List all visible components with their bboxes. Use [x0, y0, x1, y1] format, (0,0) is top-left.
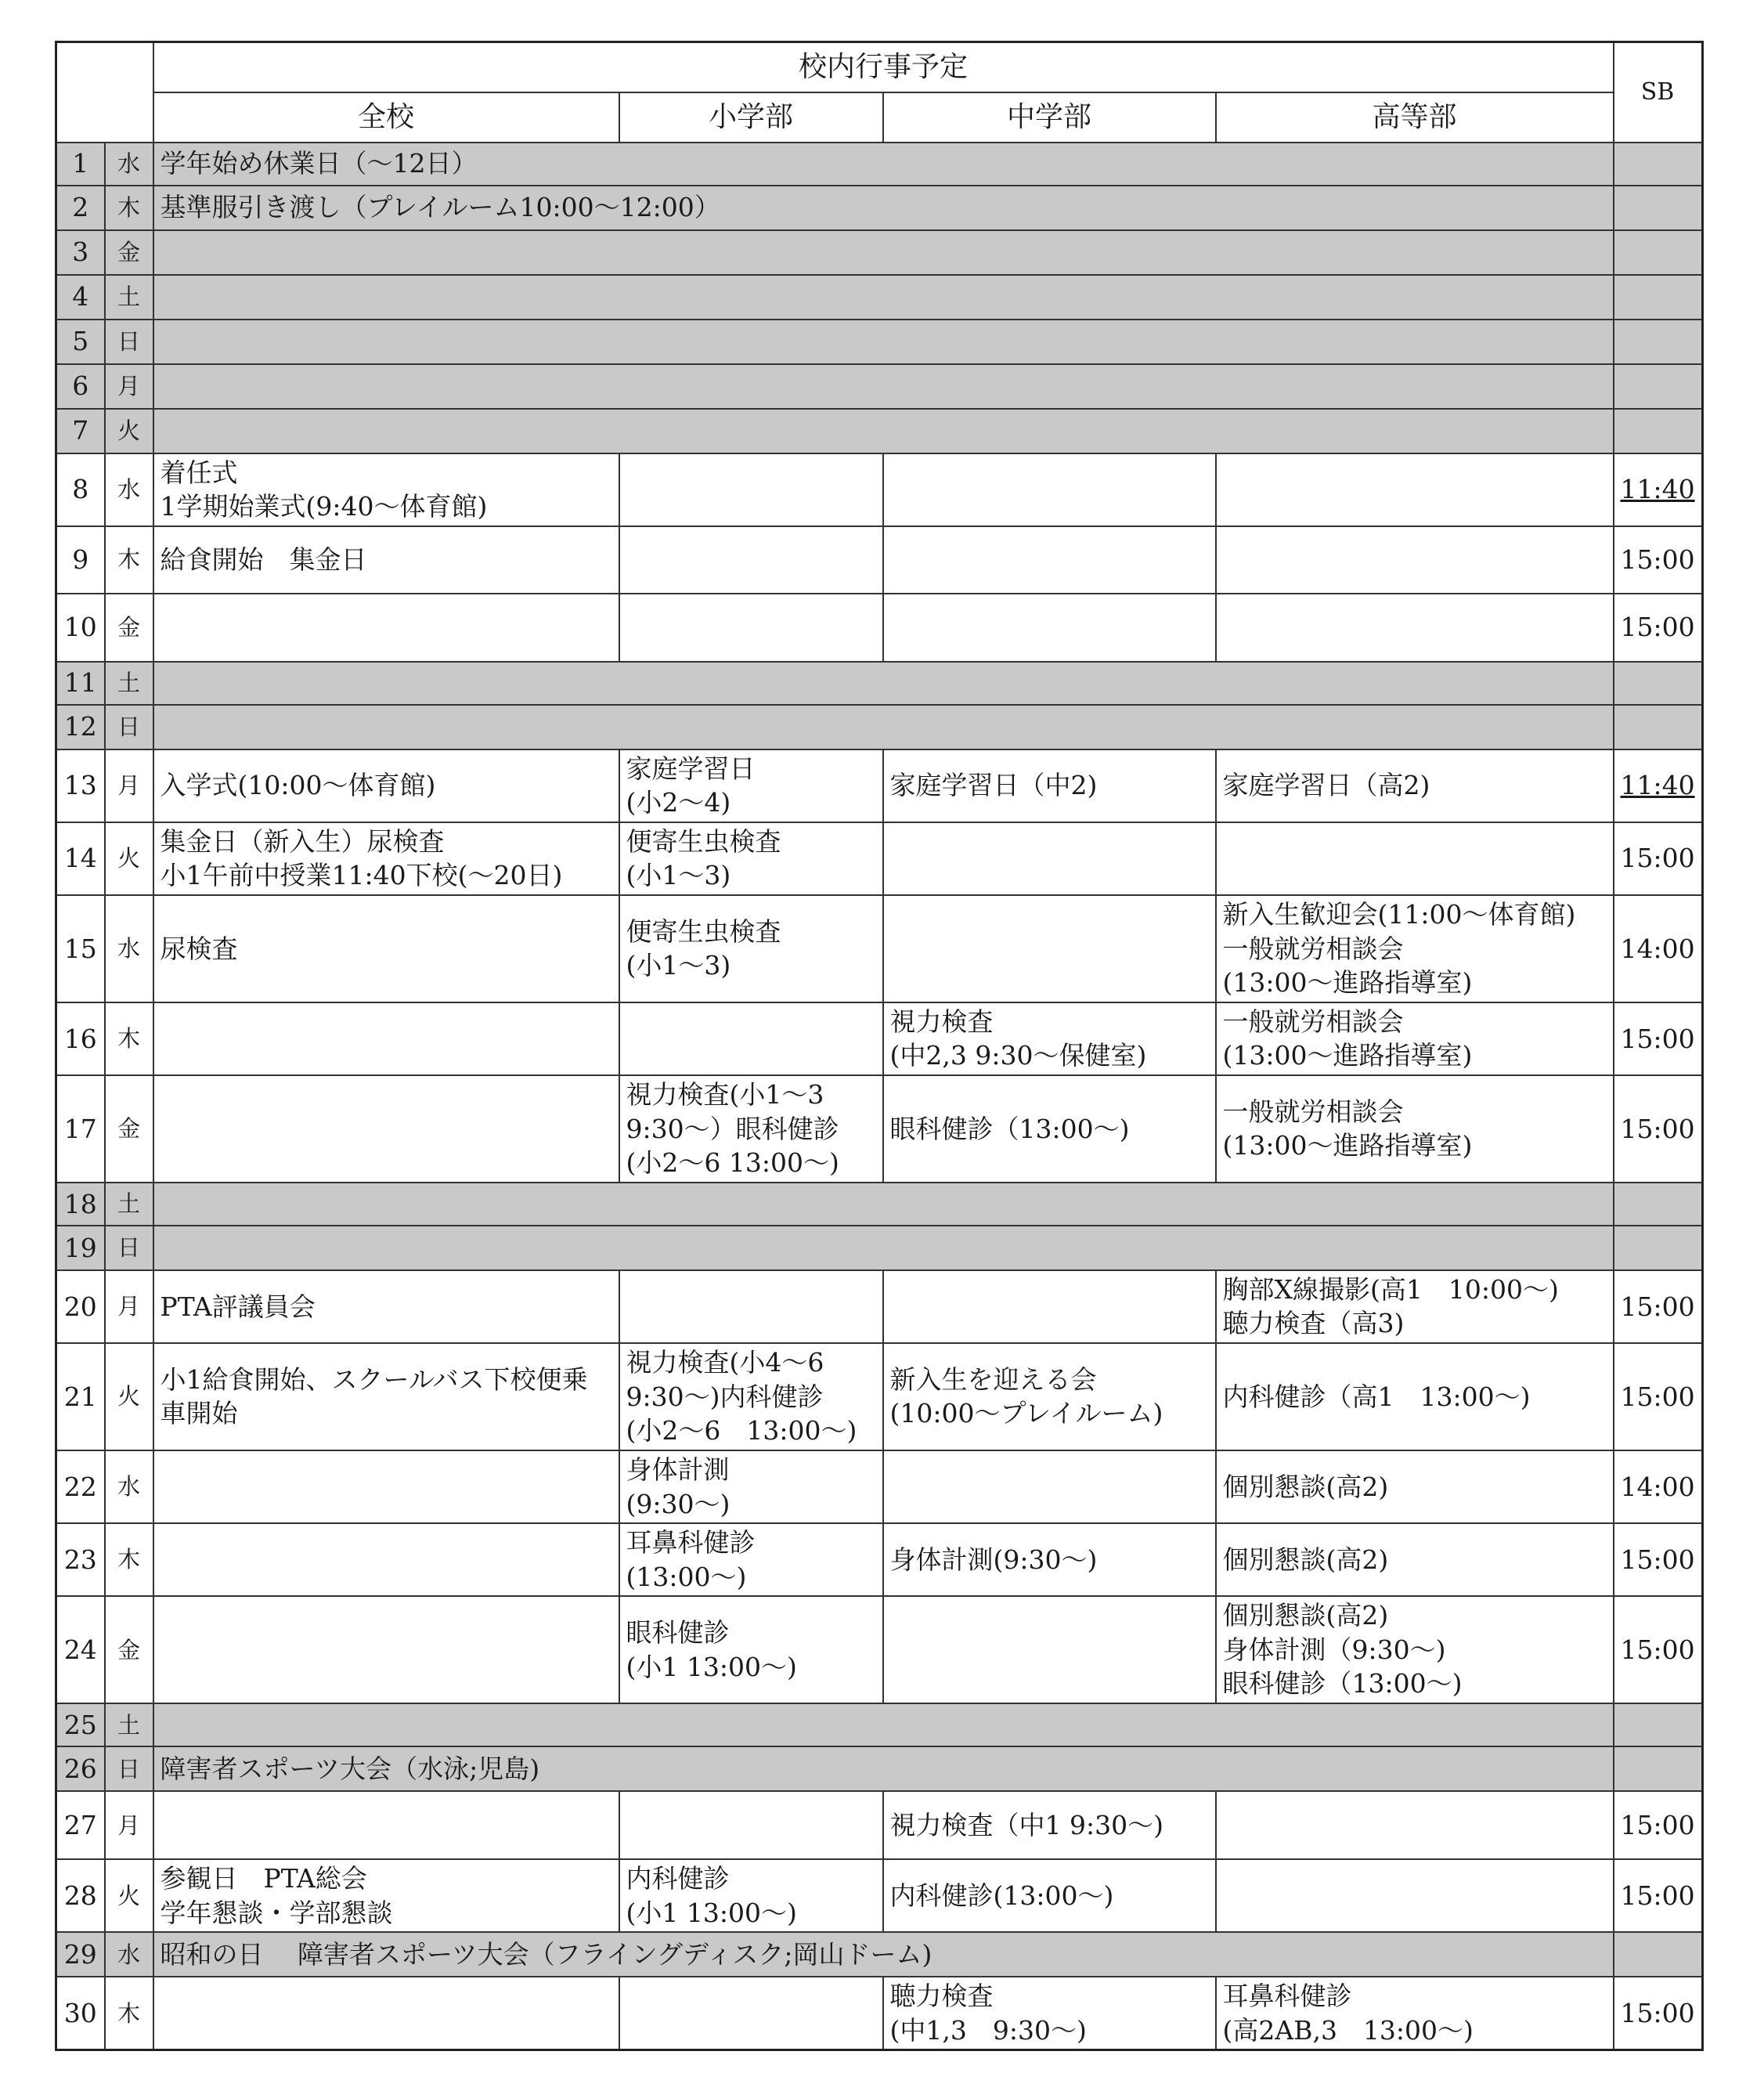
- day-number: 28: [56, 1859, 105, 1932]
- day-row: [56, 1523, 1703, 1596]
- event-middle: 家庭学習日（中2): [883, 749, 1216, 822]
- sb-time: 15:00: [1614, 1977, 1703, 2050]
- sb-time: [1614, 409, 1703, 453]
- sb-time: [1614, 1932, 1703, 1977]
- sb-time: 15:00: [1614, 1002, 1703, 1075]
- sb-time: 14:00: [1614, 895, 1703, 1002]
- day-number: 8: [56, 453, 105, 526]
- day-number: 30: [56, 1977, 105, 2050]
- holiday-event: [153, 230, 1614, 275]
- sb-time: [1614, 186, 1703, 230]
- day-of-week: 水: [105, 1932, 153, 1977]
- event-all-school: [153, 1791, 619, 1859]
- day-of-week: 日: [105, 320, 153, 364]
- sb-time: 15:00: [1614, 1075, 1703, 1183]
- col-header-high: 高等部: [1216, 92, 1614, 143]
- day-number: 23: [56, 1523, 105, 1596]
- event-all-school: 参観日 PTA総会 学年懇談・学部懇談: [153, 1859, 619, 1932]
- holiday-row: [56, 275, 1703, 320]
- event-all-school: 給食開始 集金日: [153, 526, 619, 594]
- holiday-row: [56, 230, 1703, 275]
- event-high: [1216, 822, 1614, 895]
- schedule-body: [56, 143, 1703, 2050]
- event-all-school: [153, 1596, 619, 1703]
- holiday-row: [56, 1226, 1703, 1270]
- sb-time: [1614, 143, 1703, 186]
- holiday-row: [56, 320, 1703, 364]
- day-of-week: 月: [105, 1270, 153, 1343]
- holiday-row: [56, 1932, 1703, 1977]
- event-middle: [883, 1270, 1216, 1343]
- holiday-event: [153, 364, 1614, 409]
- event-elementary: 内科健診 (小1 13:00〜): [619, 1859, 883, 1932]
- event-high: 内科健診（高1 13:00〜): [1216, 1343, 1614, 1450]
- event-middle: [883, 453, 1216, 526]
- event-all-school: [153, 1075, 619, 1183]
- day-row: [56, 1859, 1703, 1932]
- holiday-row: [56, 662, 1703, 705]
- sb-time: [1614, 275, 1703, 320]
- event-all-school: [153, 594, 619, 662]
- event-high: 新入生歓迎会(11:00〜体育館) 一般就労相談会 (13:00〜進路指導室): [1216, 895, 1614, 1002]
- day-row: [56, 1343, 1703, 1450]
- day-row: [56, 1791, 1703, 1859]
- event-all-school: 小1給食開始、スクールバス下校便乗 車開始: [153, 1343, 619, 1450]
- event-high: [1216, 453, 1614, 526]
- holiday-row: [56, 705, 1703, 749]
- event-high: [1216, 1859, 1614, 1932]
- day-number: 14: [56, 822, 105, 895]
- day-of-week: 土: [105, 1183, 153, 1226]
- sb-time: [1614, 320, 1703, 364]
- holiday-event: [153, 1226, 1614, 1270]
- holiday-event: [153, 275, 1614, 320]
- holiday-event: [153, 662, 1614, 705]
- day-number: 16: [56, 1002, 105, 1075]
- day-of-week: 金: [105, 1596, 153, 1703]
- event-high: 個別懇談(高2) 身体計測（9:30〜) 眼科健診（13:00〜): [1216, 1596, 1614, 1703]
- day-of-week: 月: [105, 1791, 153, 1859]
- day-of-week: 火: [105, 822, 153, 895]
- event-middle: [883, 1596, 1216, 1703]
- day-number: 20: [56, 1270, 105, 1343]
- event-high: [1216, 526, 1614, 594]
- day-number: 21: [56, 1343, 105, 1450]
- holiday-row: [56, 1703, 1703, 1746]
- day-of-week: 金: [105, 1075, 153, 1183]
- sb-time: 15:00: [1614, 1859, 1703, 1932]
- day-of-week: 木: [105, 526, 153, 594]
- day-of-week: 火: [105, 1859, 153, 1932]
- event-middle: [883, 526, 1216, 594]
- day-number: 5: [56, 320, 105, 364]
- holiday-event: [153, 409, 1614, 453]
- day-number: 11: [56, 662, 105, 705]
- event-elementary: 便寄生虫検査 (小1〜3): [619, 895, 883, 1002]
- event-high: [1216, 1791, 1614, 1859]
- sb-time: 15:00: [1614, 526, 1703, 594]
- holiday-row: [56, 186, 1703, 230]
- day-number: 3: [56, 230, 105, 275]
- day-of-week: 火: [105, 409, 153, 453]
- event-middle: [883, 895, 1216, 1002]
- day-number: 7: [56, 409, 105, 453]
- day-row: [56, 749, 1703, 822]
- day-of-week: 金: [105, 230, 153, 275]
- holiday-event: 基準服引き渡し（プレイルーム10:00〜12:00）: [153, 186, 1614, 230]
- sb-time: [1614, 662, 1703, 705]
- day-number: 26: [56, 1746, 105, 1791]
- day-number: 29: [56, 1932, 105, 1977]
- day-row: [56, 895, 1703, 1002]
- day-row: [56, 1002, 1703, 1075]
- event-high: 個別懇談(高2): [1216, 1450, 1614, 1523]
- event-middle: 内科健診(13:00〜): [883, 1859, 1216, 1932]
- holiday-event: 障害者スポーツ大会（水泳;児島): [153, 1746, 1614, 1791]
- event-elementary: [619, 526, 883, 594]
- col-header-elementary: 小学部: [619, 92, 883, 143]
- day-of-week: 水: [105, 453, 153, 526]
- sb-time: 15:00: [1614, 1791, 1703, 1859]
- holiday-event: [153, 1703, 1614, 1746]
- day-number: 9: [56, 526, 105, 594]
- event-all-school: [153, 1523, 619, 1596]
- day-number: 22: [56, 1450, 105, 1523]
- day-row: [56, 594, 1703, 662]
- event-elementary: [619, 1977, 883, 2050]
- day-of-week: 水: [105, 1450, 153, 1523]
- day-of-week: 水: [105, 895, 153, 1002]
- event-middle: 新入生を迎える会 (10:00〜プレイルーム): [883, 1343, 1216, 1450]
- sb-time: 11:40: [1614, 453, 1703, 526]
- day-row: [56, 1075, 1703, 1183]
- day-row: [56, 453, 1703, 526]
- event-high: 一般就労相談会 (13:00〜進路指導室): [1216, 1002, 1614, 1075]
- day-number: 18: [56, 1183, 105, 1226]
- event-middle: [883, 1450, 1216, 1523]
- event-all-school: 入学式(10:00〜体育館): [153, 749, 619, 822]
- day-of-week: 月: [105, 749, 153, 822]
- event-all-school: [153, 1002, 619, 1075]
- event-all-school: 着任式 1学期始業式(9:40〜体育館): [153, 453, 619, 526]
- event-all-school: 尿検査: [153, 895, 619, 1002]
- event-middle: [883, 822, 1216, 895]
- sb-time: [1614, 1226, 1703, 1270]
- holiday-event: 昭和の日 障害者スポーツ大会（フライングディスク;岡山ドーム): [153, 1932, 1614, 1977]
- day-of-week: 日: [105, 1746, 153, 1791]
- event-elementary: 視力検査(小1〜3 9:30〜）眼科健診 (小2〜6 13:00〜): [619, 1075, 883, 1183]
- day-of-week: 月: [105, 364, 153, 409]
- event-all-school: PTA評議員会: [153, 1270, 619, 1343]
- holiday-event: [153, 1183, 1614, 1226]
- event-high: 家庭学習日（高2): [1216, 749, 1614, 822]
- day-number: 6: [56, 364, 105, 409]
- event-elementary: 耳鼻科健診 (13:00〜): [619, 1523, 883, 1596]
- day-of-week: 金: [105, 594, 153, 662]
- event-elementary: 身体計測 (9:30〜): [619, 1450, 883, 1523]
- sb-time: 15:00: [1614, 1343, 1703, 1450]
- day-number: 27: [56, 1791, 105, 1859]
- event-elementary: 眼科健診 (小1 13:00〜): [619, 1596, 883, 1703]
- event-high: 胸部X線撮影(高1 10:00〜) 聴力検査（高3): [1216, 1270, 1614, 1343]
- holiday-row: [56, 1183, 1703, 1226]
- event-middle: 眼科健診（13:00〜): [883, 1075, 1216, 1183]
- sb-time: 14:00: [1614, 1450, 1703, 1523]
- sb-time: 15:00: [1614, 1270, 1703, 1343]
- holiday-row: [56, 143, 1703, 186]
- event-elementary: [619, 1270, 883, 1343]
- sb-time: [1614, 1746, 1703, 1791]
- event-high: 耳鼻科健診 (高2AB,3 13:00〜): [1216, 1977, 1614, 2050]
- sb-time: 15:00: [1614, 822, 1703, 895]
- col-header-middle: 中学部: [883, 92, 1216, 143]
- day-of-week: 土: [105, 662, 153, 705]
- event-middle: 視力検査（中1 9:30〜): [883, 1791, 1216, 1859]
- day-number: 10: [56, 594, 105, 662]
- day-of-week: 火: [105, 1343, 153, 1450]
- day-number: 12: [56, 705, 105, 749]
- sb-time: [1614, 364, 1703, 409]
- event-elementary: [619, 453, 883, 526]
- day-row: [56, 1450, 1703, 1523]
- event-elementary: [619, 594, 883, 662]
- sb-time: [1614, 1703, 1703, 1746]
- event-elementary: 視力検査(小4〜6 9:30〜)内科健診 (小2〜6 13:00〜): [619, 1343, 883, 1450]
- event-middle: [883, 594, 1216, 662]
- day-row: [56, 526, 1703, 594]
- holiday-row: [56, 364, 1703, 409]
- day-of-week: 木: [105, 1002, 153, 1075]
- day-of-week: 水: [105, 143, 153, 186]
- event-elementary: [619, 1002, 883, 1075]
- holiday-event: 学年始め休業日（〜12日）: [153, 143, 1614, 186]
- holiday-row: [56, 1746, 1703, 1791]
- event-high: 一般就労相談会 (13:00〜進路指導室): [1216, 1075, 1614, 1183]
- day-number: 25: [56, 1703, 105, 1746]
- day-of-week: 土: [105, 1703, 153, 1746]
- event-elementary: 便寄生虫検査 (小1〜3): [619, 822, 883, 895]
- sb-time: 11:40: [1614, 749, 1703, 822]
- event-middle: 聴力検査 (中1,3 9:30〜): [883, 1977, 1216, 2050]
- event-all-school: 集金日（新入生）尿検査 小1午前中授業11:40下校(〜20日): [153, 822, 619, 895]
- sb-time: 15:00: [1614, 594, 1703, 662]
- day-number: 19: [56, 1226, 105, 1270]
- day-of-week: 日: [105, 705, 153, 749]
- holiday-event: [153, 705, 1614, 749]
- day-number: 24: [56, 1596, 105, 1703]
- sb-time: [1614, 230, 1703, 275]
- col-header-all: 全校: [153, 92, 619, 143]
- school-event-schedule: [55, 41, 1704, 2051]
- day-number: 4: [56, 275, 105, 320]
- event-elementary: [619, 1791, 883, 1859]
- day-number: 13: [56, 749, 105, 822]
- sb-header: SB: [1614, 42, 1703, 143]
- sb-time: [1614, 705, 1703, 749]
- day-of-week: 木: [105, 1977, 153, 2050]
- event-high: [1216, 594, 1614, 662]
- sb-time: 15:00: [1614, 1596, 1703, 1703]
- day-row: [56, 1270, 1703, 1343]
- day-number: 1: [56, 143, 105, 186]
- day-of-week: 木: [105, 186, 153, 230]
- holiday-event: [153, 320, 1614, 364]
- event-elementary: 家庭学習日 (小2〜4): [619, 749, 883, 822]
- day-of-week: 土: [105, 275, 153, 320]
- schedule-title: 校内行事予定: [153, 42, 1614, 92]
- day-number: 15: [56, 895, 105, 1002]
- event-middle: 身体計測(9:30〜): [883, 1523, 1216, 1596]
- day-row: [56, 1977, 1703, 2050]
- day-of-week: 木: [105, 1523, 153, 1596]
- event-all-school: [153, 1977, 619, 2050]
- day-number: 17: [56, 1075, 105, 1183]
- day-row: [56, 822, 1703, 895]
- day-of-week: 日: [105, 1226, 153, 1270]
- sb-time: 15:00: [1614, 1523, 1703, 1596]
- day-number: 2: [56, 186, 105, 230]
- event-middle: 視力検査 (中2,3 9:30〜保健室): [883, 1002, 1216, 1075]
- header-blank: [56, 42, 153, 143]
- event-high: 個別懇談(高2): [1216, 1523, 1614, 1596]
- day-row: [56, 1596, 1703, 1703]
- holiday-row: [56, 409, 1703, 453]
- event-all-school: [153, 1450, 619, 1523]
- sb-time: [1614, 1183, 1703, 1226]
